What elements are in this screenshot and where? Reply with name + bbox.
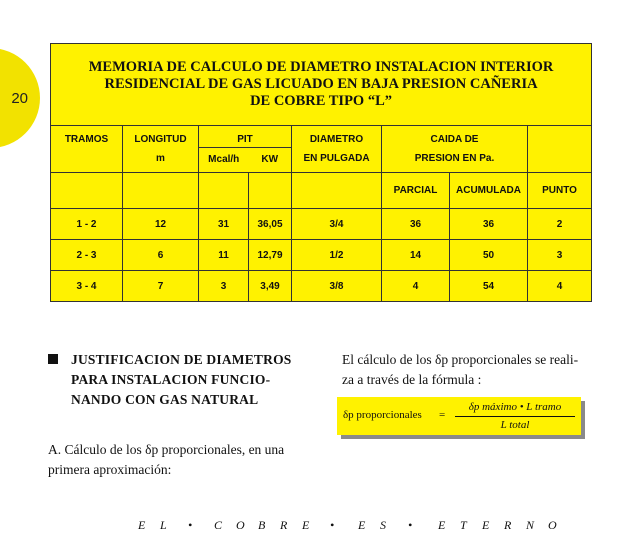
square-bullet-icon	[48, 354, 58, 364]
cell-mcal: 3	[199, 271, 249, 302]
footer-letter: C	[214, 518, 223, 532]
cell-kw: 36,05	[249, 209, 292, 240]
formula-denominator: L total	[500, 419, 530, 431]
footer-letter: E	[302, 518, 310, 532]
footer-letter: O	[236, 518, 245, 532]
cell-parcial: 36	[382, 209, 450, 240]
cell-diametro: 3/4	[292, 209, 382, 240]
header-diametro-sub: EN PULGADA	[303, 153, 370, 164]
footer-letter: •	[188, 518, 193, 532]
cell-punto: 3	[528, 240, 592, 271]
formula	[337, 397, 581, 435]
cell-acumulada: 50	[450, 240, 528, 271]
section-heading	[48, 350, 328, 410]
footer-letter: L	[160, 518, 167, 532]
cell-diametro: 3/8	[292, 271, 382, 302]
formula-intro	[342, 350, 602, 390]
table-row	[51, 209, 592, 240]
subheader-empty	[199, 173, 249, 209]
footer-letter: E	[438, 518, 446, 532]
footer-letter: T	[460, 518, 467, 532]
header-acumulada: ACUMULADA	[450, 173, 528, 209]
cell-longitud: 7	[123, 271, 199, 302]
header-longitud	[123, 126, 199, 173]
header-caida	[382, 126, 528, 173]
cell-tramo: 3 - 4	[51, 271, 123, 302]
table-title-line: DE COBRE TIPO “L”	[250, 93, 393, 109]
cell-tramo: 1 - 2	[51, 209, 123, 240]
cell-punto: 2	[528, 209, 592, 240]
table-title-line: RESIDENCIAL DE GAS LICUADO EN BAJA PRESION CAÑERIA	[104, 76, 538, 92]
page-number-tab	[0, 48, 40, 148]
formula-intro-line: za a través de la fórmula :	[342, 372, 482, 387]
subheader-empty	[292, 173, 382, 209]
header-caida-sub: PRESION EN Pa.	[414, 153, 495, 164]
formula-fraction-bar	[455, 416, 575, 417]
header-punto: PUNTO	[528, 173, 592, 209]
cell-mcal: 31	[199, 209, 249, 240]
cell-mcal: 11	[199, 240, 249, 271]
cell-punto: 4	[528, 271, 592, 302]
cell-diametro: 1/2	[292, 240, 382, 271]
footer-letter: E	[358, 518, 366, 532]
calc-line: A. Cálculo de los δp proporcionales, en una	[48, 442, 285, 457]
header-empty	[528, 126, 592, 173]
formula-intro-line: El cálculo de los δp proporcionales se reali-	[342, 352, 579, 367]
header-parcial: PARCIAL	[382, 173, 450, 209]
formula-numerator: δp máximo • L tramo	[468, 401, 562, 413]
cell-parcial: 4	[382, 271, 450, 302]
cell-longitud: 12	[123, 209, 199, 240]
cell-acumulada: 54	[450, 271, 528, 302]
header-diametro	[292, 126, 382, 173]
footer-letter: B	[258, 518, 266, 532]
calc-paragraph	[48, 440, 318, 480]
table-row	[51, 240, 592, 271]
header-longitud-unit: m	[156, 153, 165, 164]
section-title-line: PARA INSTALACION FUNCIO-	[71, 372, 271, 387]
page-number: 20	[11, 89, 28, 107]
footer-letter: N	[526, 518, 535, 532]
header-longitud-label: LONGITUD	[134, 134, 187, 145]
header-diametro-label: DIAMETRO	[309, 134, 364, 145]
footer-letter: O	[548, 518, 557, 532]
cell-tramo: 2 - 3	[51, 240, 123, 271]
header-caida-label: CAIDA DE	[430, 134, 479, 145]
footer-letter: R	[504, 518, 512, 532]
cell-parcial: 14	[382, 240, 450, 271]
footer-letter: R	[280, 518, 288, 532]
formula-box	[337, 397, 585, 439]
header-pit-label: PIT	[199, 134, 291, 148]
cell-kw: 3,49	[249, 271, 292, 302]
calc-line: primera aproximación:	[48, 462, 172, 477]
formula-equals: =	[439, 409, 446, 421]
subheader-empty	[249, 173, 292, 209]
header-pit	[199, 126, 292, 173]
subheader-empty	[51, 173, 123, 209]
cell-kw: 12,79	[249, 240, 292, 271]
subheader-empty	[123, 173, 199, 209]
header-mcal: Mcal/h	[208, 154, 240, 165]
section-title-line: JUSTIFICACION DE DIAMETROS	[71, 352, 292, 367]
calculation-table	[50, 43, 592, 302]
section-title-line: NANDO CON GAS NATURAL	[71, 392, 259, 407]
cell-acumulada: 36	[450, 209, 528, 240]
footer-motto	[138, 518, 562, 533]
formula-left: δp proporcionales	[343, 409, 422, 421]
footer-letter: E	[138, 518, 146, 532]
footer-letter: •	[330, 518, 335, 532]
table-title-line: MEMORIA DE CALCULO DE DIAMETRO INSTALACION INTERIOR	[88, 59, 554, 75]
header-tramos: TRAMOS	[51, 126, 123, 173]
footer-letter: S	[380, 518, 386, 532]
footer-letter: E	[482, 518, 490, 532]
header-kw: KW	[261, 154, 279, 165]
calculation-table-wrapper	[50, 43, 591, 302]
cell-longitud: 6	[123, 240, 199, 271]
footer-letter: •	[408, 518, 413, 532]
table-title	[51, 44, 592, 126]
table-row	[51, 271, 592, 302]
